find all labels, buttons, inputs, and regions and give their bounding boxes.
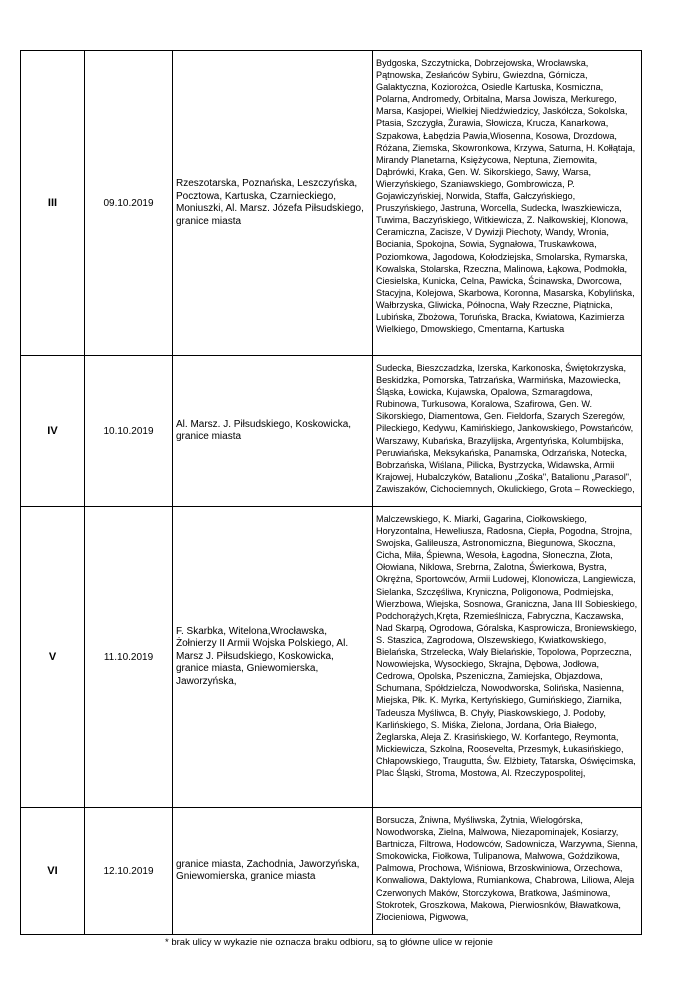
area-boundaries: Rzeszotarska, Poznańska, Leszczyńska, Pocztowa, Kartuska, Czarnieckiego, Moniuszki, Al. Marsz. Józefa Piłsudskiego, granice miasta xyxy=(173,51,373,356)
region-number: IV xyxy=(21,356,85,507)
street-list: Sudecka, Bieszczadzka, Izerska, Karkonoska, Świętokrzyska, Beskidzka, Pomorska, Tatrzańska, Warmińska, Mazowiecka, Śląska, Łowicka, Kujawska, Opalowa, Szmaragdowa, Rubinowa, Turkusowa, Koralowa, Szafirowa, Gen. W. Sikorskiego, Diamentowa, Gen. Fieldorfa, Szarych Szeregów, Pileckiego, Kedywu, Kamińskiego, Jankowskiego, Powstańców, Warszawy, Kubańska, Brazylijska, Argentyńska, Kolumbijska, Peruwiańska, Meksykańska, Panamska, Odrzańska, Notecka, Bobrzańska, Wiślana, Pilicka, Bystrzycka, Widawska, Armii Krajowej, Hubalczyków, Batalionu „Zośka", Batalionu „Parasol", Zawiszaków, Cichociemnych, Okulickiego, Grota – Roweckiego, xyxy=(373,356,642,507)
footnote: * brak ulicy w wykazie nie oznacza braku odbioru, są to główne ulice w rejonie xyxy=(165,937,493,948)
table-row xyxy=(21,808,642,935)
collection-schedule-table xyxy=(20,50,642,935)
region-number: VI xyxy=(21,808,85,935)
area-boundaries: F. Skarbka, Witelona,Wrocławska, Żołnierzy II Armii Wojska Polskiego, Al. Marsz J. Piłsudskiego, Koskowicka, granice miasta, Gniewomierska, Jaworzyńska, xyxy=(173,507,373,808)
table-row xyxy=(21,507,642,808)
street-list: Bydgoska, Szczytnicka, Dobrzejowska, Wrocławska, Pątnowska, Zesłańców Sybiru, Gwiezdna, Górnicza, Galaktyczna, Koziorożca, Osiedle Kartuska, Kosmiczna, Polarna, Andromedy, Orbitalna, Marsa Jowisza, Merkurego, Marsa, Kasjopei, Wielkiej Niedźwiedzicy, Jaskółcza, Sokolska, Ptasia, Szczygła, Żurawia, Słowicza, Krucza, Kanarkowa, Szpakowa, Łabędzia Pawia,Wiosenna, Kosowa, Drozdowa, Różana, Ziemska, Skowronkowa, Krzywa, Saturna, H. Kołłątaja, Mirandy Planetarna, Księżycowa, Neptuna, Ziemowita, Dąbrówki, Kraka, Gen. W. Sikorskiego, Sawy, Warsa, Wierzyńskiego, Szaniawskiego, Gombrowicza, P. Gojawiczyńskiej, Norwida, Staffa, Gałczyńskiego, Pruszyńskiego, Jastruna, Worcella, Sudecka, Iwaszkiewicza, Tuwima, Baczyńskiego, Witkiewicza, Z. Nałkowskiej, Klonowa, Ceramiczna, Zacisze, V Dywizji Piechoty, Wandy, Wronia, Bociania, Spokojna, Sowia, Sygnałowa, Truskawkowa, Poziomkowa, Jagodowa, Kołodziejska, Smolarska, Rymarska, Kowalska, Stolarska, Rzeczna, Malinowa, Łąkowa, Podmokła, Ciesielska, Kunicka, Celna, Pawicka, Ścinawska, Dworcowa, Stacyjna, Kolejowa, Skarbowa, Koronna, Masarska, Kobylińska, Wałbrzyska, Gliwicka, Północna, Wały Rzeczne, Piątnicka, Lubińska, Zbożowa, Toruńska, Bracka, Kwiatowa, Kazimierza Wielkiego, Dmowskiego, Cmentarna, Kartuska xyxy=(373,51,642,356)
table-row xyxy=(21,51,642,356)
street-list: Malczewskiego, K. Miarki, Gagarina, Ciołkowskiego, Horyzontalna, Heweliusza, Radosna, Ciepła, Pogodna, Strojna, Swojska, Galileusza, Astronomiczna, Biegunowa, Skoczna, Cicha, Miła, Śpiewna, Wesoła, Łagodna, Słoneczna, Złota, Ołowiana, Niklowa, Srebrna, Zalotna, Świerkowa, Bystra, Okrężna, Sportowców, Armii Ludowej, Klonowicza, Langiewicza, Sielanka, Szczęśliwa, Kryniczna, Poligonowa, Podmiejska, Wierzbowa, Wiejska, Sosnowa, Graniczna, Jana III Sobieskiego, Podchorążych,Kręta, Rzemieślnicza, Fabryczna, Kaczawska, Nad Skarpą, Ogrodowa, Góralska, Kasprowicza, Broniewskiego, S. Staszica, Zagrodowa, Olszewskiego, Kwiatkowskiego, Bielańska, Strzelecka, Wały Bielańskie, Topolowa, Poprzeczna, Nowowiejska, Wysockiego, Skrajna, Dębowa, Jodłowa, Cedrowa, Opolska, Pszeniczna, Zamiejska, Objazdowa, Schumana, Spółdzielcza, Nowodworska, Solińska, Nasienna, Miejska, Płk. K. Myrka, Kertyńskiego, Gumińskiego, Ziarnika, Tadeusza Myśliwca, B. Chyły, Piaskowskiego, J. Podoby, Karlińskiego, S. Miśka, Zielona, Jordana, Orła Białego, Żeglarska, Aleja Z. Krasińskiego, W. Korfantego, Reymonta, Mickiewicza, Szkolna, Roosevelta, Przesmyk, Łukasińskiego, Chłapowskiego, Traugutta, Św. Elżbiety, Tatarska, Oświęcimska, Plac Śląski, Stroma, Mostowa, Al. Rzeczypospolitej, xyxy=(373,507,642,808)
street-list: Borsucza, Żniwna, Myśliwska, Żytnia, Wielogórska, Nowodworska, Zielna, Malwowa, Niezapominajek, Kosiarzy, Bartnicza, Filtrowa, Hodowców, Sadownicza, Warzywna, Sienna, Smokowicka, Fiołkowa, Tulipanowa, Malwowa, Goździkowa, Palmowa, Prochowa, Wiśniowa, Brzoskwiniowa, Orzechowa, Konwaliowa, Daktylowa, Rumiankowa, Chabrowa, Liliowa, Aleja Czerwonych Maków, Storczykowa, Bratkowa, Jaśminowa, Stokrotek, Groszkowa, Makowa, Pierwiosnków, Bławatkowa, Złocieniowa, Pigwowa, xyxy=(373,808,642,935)
collection-date: 09.10.2019 xyxy=(85,51,173,356)
region-number: III xyxy=(21,51,85,356)
collection-date: 12.10.2019 xyxy=(85,808,173,935)
area-boundaries: granice miasta, Zachodnia, Jaworzyńska, Gniewomierska, granice miasta xyxy=(173,808,373,935)
collection-date: 11.10.2019 xyxy=(85,507,173,808)
region-number: V xyxy=(21,507,85,808)
collection-date: 10.10.2019 xyxy=(85,356,173,507)
area-boundaries: Al. Marsz. J. Piłsudskiego, Koskowicka, granice miasta xyxy=(173,356,373,507)
table-row xyxy=(21,356,642,507)
